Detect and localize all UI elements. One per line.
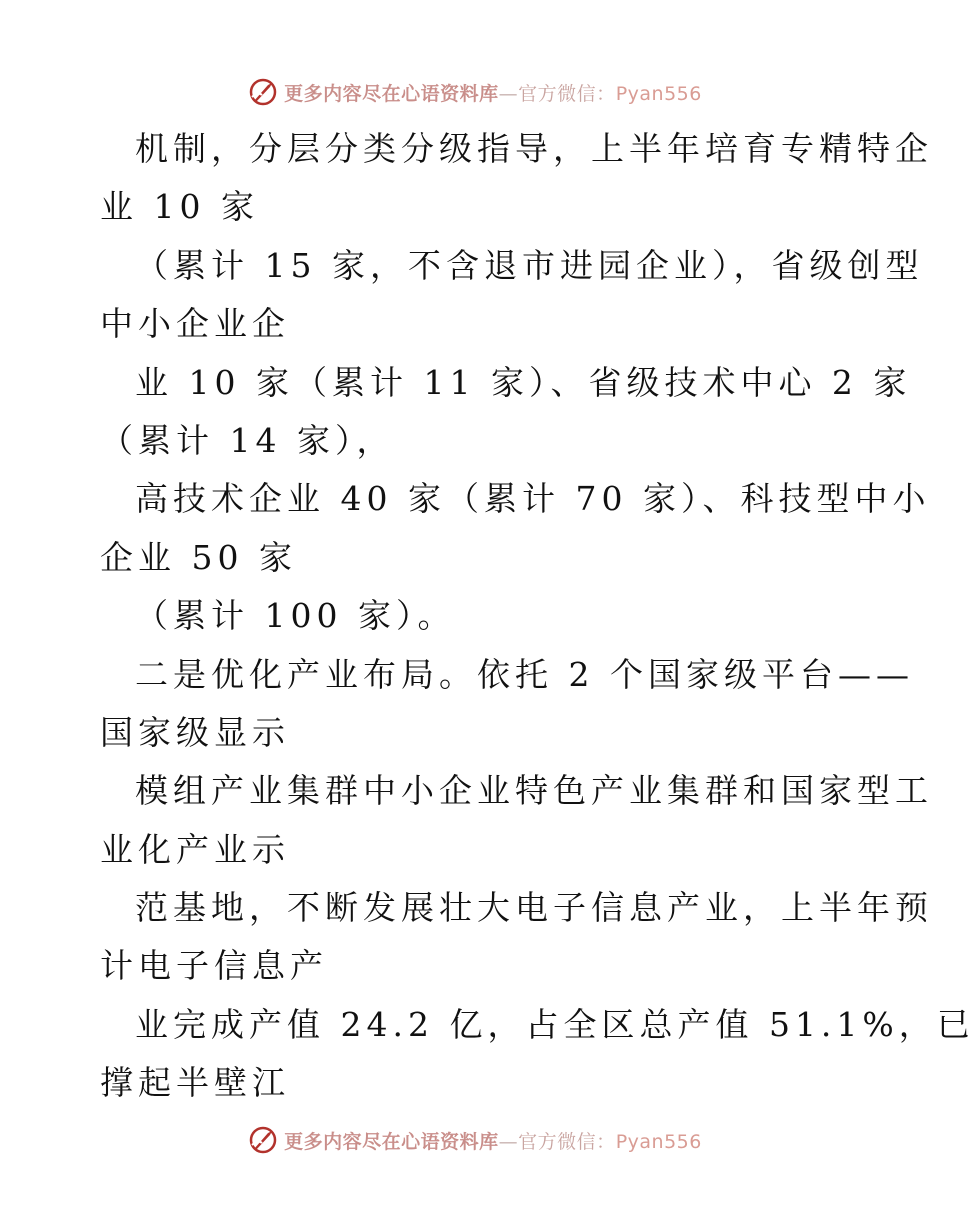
body-line: 模组产业集群中小企业特色产业集群和国家型工 [135,771,933,811]
watermark-separator: — [498,1130,519,1153]
header-watermark [0,72,950,112]
body-line: 高技术企业 40 家（累计 70 家）、科技型中小 [135,479,931,519]
body-line: 业 10 家 [100,187,259,227]
watermark-wechat-id: Pyan556 [615,82,702,105]
watermark-wechat-id: Pyan556 [615,1130,702,1153]
watermark-brand: 更多内容尽在心语资料库 [284,82,499,105]
body-line: （累计 15 家，不含退市进园企业），省级创型 [135,245,924,285]
quill-pen-logo-icon [248,1125,278,1155]
body-line: 业完成产值 24.2 亿，占全区总产值 51.1%，已 [135,1004,975,1044]
watermark-wechat-label: 官方微信： [518,1130,616,1153]
footer-watermark [0,1120,950,1160]
watermark-wechat-label: 官方微信： [518,82,616,105]
body-line: 业 10 家（累计 11 家）、省级技术中心 2 家 [135,362,912,402]
watermark-separator: — [498,82,519,105]
body-line: 业化产业示 [100,829,290,869]
watermark-text [284,79,702,106]
body-line: 企业 50 家 [100,537,297,577]
body-line: 二是优化产业布局。依托 2 个国家级平台—— [135,654,914,694]
body-line: （累计 14 家）， [100,420,395,460]
document-body [100,120,975,1113]
body-line: 中小企业企 [100,304,290,344]
body-line: 国家级显示 [100,712,290,752]
body-line: 范基地，不断发展壮大电子信息产业，上半年预 [135,888,933,928]
body-line: 撑起半壁江 [100,1063,290,1103]
quill-pen-logo-icon [248,77,278,107]
body-line: 机制，分层分类分级指导，上半年培育专精特企 [135,129,933,168]
watermark-text [284,1127,702,1154]
body-line: （累计 100 家）。 [135,596,456,636]
watermark-brand: 更多内容尽在心语资料库 [284,1130,499,1153]
body-line: 计电子信息产 [100,946,328,986]
